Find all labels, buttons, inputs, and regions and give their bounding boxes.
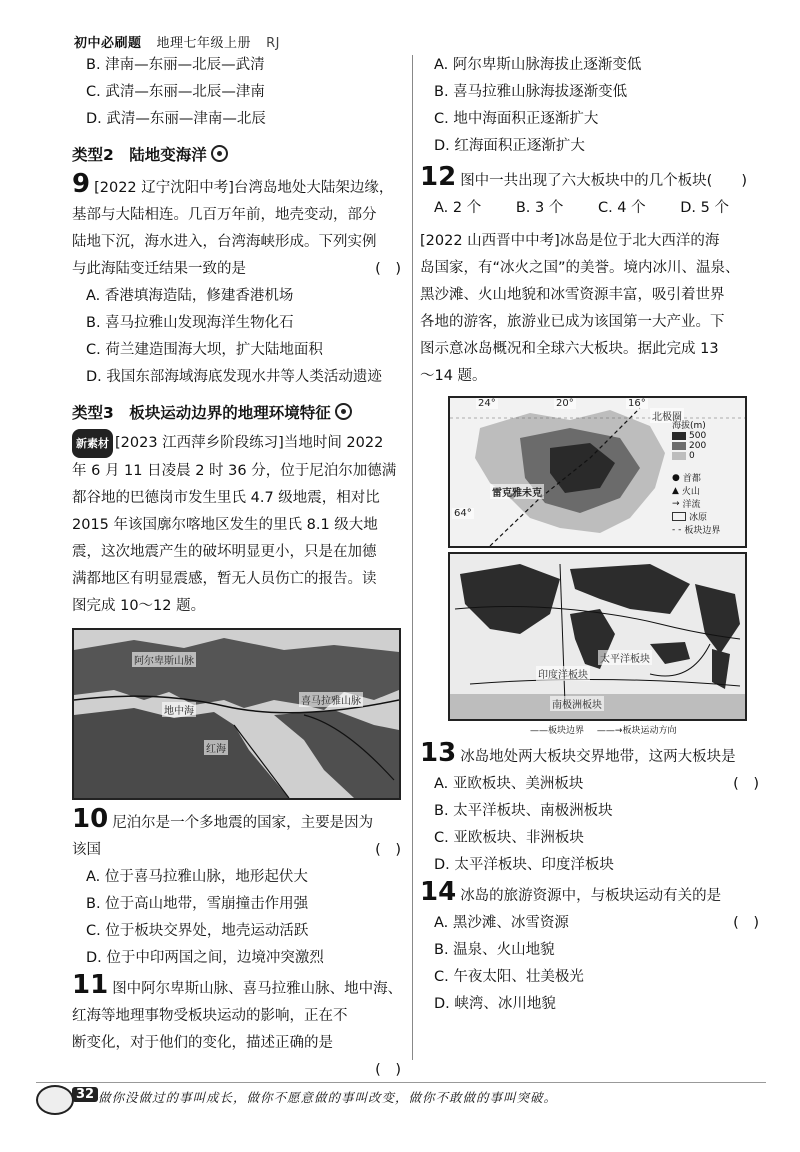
new-material-badge: 新素材 xyxy=(72,429,113,458)
question-number: 12 xyxy=(420,162,457,192)
question-number: 14 xyxy=(420,877,457,907)
world-plates-map xyxy=(448,552,747,721)
option[interactable]: A. 2 个 xyxy=(434,200,482,216)
option[interactable]: C. 荷兰建造围海大坝，扩大陆地面积 xyxy=(86,342,323,358)
mascot-icon xyxy=(36,1085,74,1115)
boundary-line-icon: —— xyxy=(530,726,548,736)
question-14: 14 冰岛的旅游资源中，与板块运动有关的是 ( ) A. 黑沙滩、冰雪资源 B. 温泉、火山地貌 C. 午夜太阳、壮美极光 D. 峡湾、冰川地貌 xyxy=(420,879,765,1018)
page-number: 32 xyxy=(72,1087,98,1102)
option[interactable]: B. 太平洋板块、南极洲板块 xyxy=(434,803,613,819)
section-heading-type3: 类型3 板块运动边界的地理环境特征 xyxy=(72,401,407,423)
option[interactable]: B. 位于高山地带，雪崩撞击作用强 xyxy=(86,896,309,912)
lat-label: 64° xyxy=(454,508,472,519)
iceland-map xyxy=(448,396,747,548)
option[interactable]: D. 5 个 xyxy=(680,200,729,216)
label-himalaya: 喜马拉雅山脉 xyxy=(299,692,363,707)
footer-motto: 做你没做过的事叫成长，做你不愿意做的事叫改变，做你不敢做的事叫突破。 xyxy=(98,1090,558,1105)
option[interactable]: A. 阿尔卑斯山脉海拔止逐渐变低 xyxy=(434,57,642,73)
option[interactable]: D. 峡湾、冰川地貌 xyxy=(434,996,556,1012)
label-antarctic-plate: 南极洲板块 xyxy=(550,696,604,711)
option[interactable]: A. 位于喜马拉雅山脉，地形起伏大 xyxy=(86,869,308,885)
option[interactable]: A. 亚欧板块、美洲板块 xyxy=(434,776,584,792)
prev-option-c: C. 武清—东丽—北辰—津南 xyxy=(86,84,265,100)
book-title: 初中必刷题 xyxy=(74,36,142,51)
label-mediterranean: 地中海 xyxy=(162,702,196,717)
option[interactable]: A. 黑沙滩、冰雪资源 xyxy=(434,915,569,931)
ice-sheet-icon xyxy=(672,512,686,521)
column-divider xyxy=(412,55,413,1060)
capital-label: 雷克雅未克 xyxy=(490,484,544,499)
option[interactable]: D. 位于中印两国之间，边境冲突激烈 xyxy=(86,950,324,966)
option[interactable]: A. 香港填海造陆，修建香港机场 xyxy=(86,288,294,304)
capital-dot-icon: ● xyxy=(672,472,680,483)
label-pacific-plate: 太平洋板块 xyxy=(598,650,652,665)
label-red-sea: 红海 xyxy=(204,740,228,755)
option[interactable]: B. 喜马拉雅山脉海拔逐渐变低 xyxy=(434,84,628,100)
option[interactable]: C. 4 个 xyxy=(597,200,646,216)
option[interactable]: B. 喜马拉雅山发现海洋生物化石 xyxy=(86,315,294,331)
book-subtitle: 地理七年级上册 xyxy=(156,36,252,51)
option[interactable]: C. 位于板块交界处，地壳运动活跃 xyxy=(86,923,309,939)
option[interactable]: B. 温泉、火山地貌 xyxy=(434,942,555,958)
volcano-icon: ▲ xyxy=(672,485,679,496)
question-12: 12 图中一共出现了六大板块中的几个板块( ) A. 2 个 B. 3 个 C. 4 个 D. 5 个 xyxy=(420,164,765,222)
target-icon xyxy=(211,145,228,162)
map-graphic xyxy=(74,630,399,798)
prev-option-b: B. 津南—东丽—北辰—武清 xyxy=(86,57,265,73)
lon-label: 24° xyxy=(478,398,496,409)
question-11: 11 图中阿尔卑斯山脉、喜马拉雅山脉、地中海、 红海等地理事物受板块运动的影响，正在不 断变化，对于他们的变化，描述正确的是 ( ) xyxy=(72,972,407,1057)
prev-option-d: D. 武清—东丽—津南—北辰 xyxy=(86,111,266,127)
question-number: 13 xyxy=(420,738,457,768)
motion-arrow-icon: ——→ xyxy=(596,726,623,736)
label-alps: 阿尔卑斯山脉 xyxy=(132,652,196,667)
world-map-legend: ——板块边界 ——→板块运动方向 xyxy=(530,726,677,736)
question-number: 11 xyxy=(72,970,109,1000)
options-row xyxy=(420,195,765,222)
section-heading-type2: 类型2 陆地变海洋 xyxy=(72,143,407,165)
lon-label: 16° xyxy=(628,398,646,409)
passage-nepal: 新素材 [2023 江西萍乡阶段练习]当地时间 2022 年 6 月 11 日凌晨 2 时 36 分，位于尼泊尔加德满 都谷地的巴德岗市发生里氏 4.7 级地震，相对比 2015 年该国廓尔喀地区发生的里氏 8.1 级大地 震，这次地震产生的破坏明显更小，只是在加德 满都地区有明显震感，暂无人员伤亡的报告。读 图完成 10～12 题。 xyxy=(72,429,407,620)
mediterranean-himalaya-map xyxy=(72,628,401,800)
target-icon xyxy=(335,403,352,420)
answer-blank[interactable]: ( ) xyxy=(733,776,759,792)
arctic-circle-label: 北极圈 xyxy=(650,408,684,423)
option[interactable]: C. 午夜太阳、壮美极光 xyxy=(434,969,584,985)
left-column xyxy=(72,52,407,1084)
answer-blank[interactable]: ( ) xyxy=(733,915,759,931)
world-plates-graphic xyxy=(450,554,745,719)
boundary-line-icon: - - xyxy=(672,524,682,535)
page-footer xyxy=(36,1082,766,1113)
question-10: 10 尼泊尔是一个多地震的国家，主要是因为 该国 ( ) A. 位于喜马拉雅山脉，地形起伏大 B. 位于高山地带，雪崩撞击作用强 C. 位于板块交界处，地壳运动活跃 D. 位于中印两国之间，边境冲突激烈 xyxy=(72,806,407,972)
question-13: 13 冰岛地处两大板块交界地带，这两大板块是 ( ) A. 亚欧板块、美洲板块 B. 太平洋板块、南极洲板块 C. 亚欧板块、非洲板块 D. 太平洋板块、印度洋板块 xyxy=(420,740,765,879)
answer-blank[interactable]: ( ) xyxy=(375,842,401,858)
option[interactable]: B. 3 个 xyxy=(515,200,564,216)
question-number: 10 xyxy=(72,804,109,834)
option[interactable]: D. 我国东部海域海底发现水井等人类活动遗迹 xyxy=(86,369,382,385)
option[interactable]: D. 太平洋板块、印度洋板块 xyxy=(434,857,614,873)
passage-iceland: [2022 山西晋中中考]冰岛是位于北大西洋的海 岛国家，有“冰火之国”的美誉。境内冰川、温泉、 黑沙滩、火山地貌和冰雪资源丰富，吸引着世界 各地的游客，旅游业已成为该国第一大产业。下 图示意冰岛概况和全球六大板块。据此完成 13 ～14 题。 xyxy=(420,233,740,384)
iceland-legend: 海拔(m) 500 200 0 ● 首都 ▲ 火山 → 洋流 冰原 - - 板块边界 xyxy=(672,421,721,536)
lon-label: 20° xyxy=(556,398,574,409)
answer-blank[interactable]: ( ) xyxy=(375,261,401,277)
right-column xyxy=(420,52,765,1018)
label-indian-plate: 印度洋板块 xyxy=(536,666,590,681)
answer-blank[interactable]: ( ) xyxy=(375,1062,401,1078)
current-arrow-icon: → xyxy=(672,498,680,509)
option[interactable]: C. 地中海面积正逐渐扩大 xyxy=(434,111,599,127)
page-header xyxy=(74,32,280,51)
question-9: 9 [2022 辽宁沈阳中考]台湾岛地处大陆架边缘， 基部与大陆相连。几百万年前，地壳变动，部分 陆地下沉，海水进入，台湾海峡形成。下列实例 与此海陆变迁结果一致的是 ( ) A. 香港填海造陆，修建香港机场 B. 喜马拉雅山发现海洋生物化石 C. 荷兰建造围海大坝，扩大陆地面积 D. 我国东部海域海底发现水井等人类活动遗迹 xyxy=(72,171,407,391)
option[interactable]: D. 红海面积正逐渐扩大 xyxy=(434,138,585,154)
option[interactable]: C. 亚欧板块、非洲板块 xyxy=(434,830,584,846)
question-number: 9 xyxy=(72,169,91,199)
edition-label: RJ xyxy=(266,36,280,51)
